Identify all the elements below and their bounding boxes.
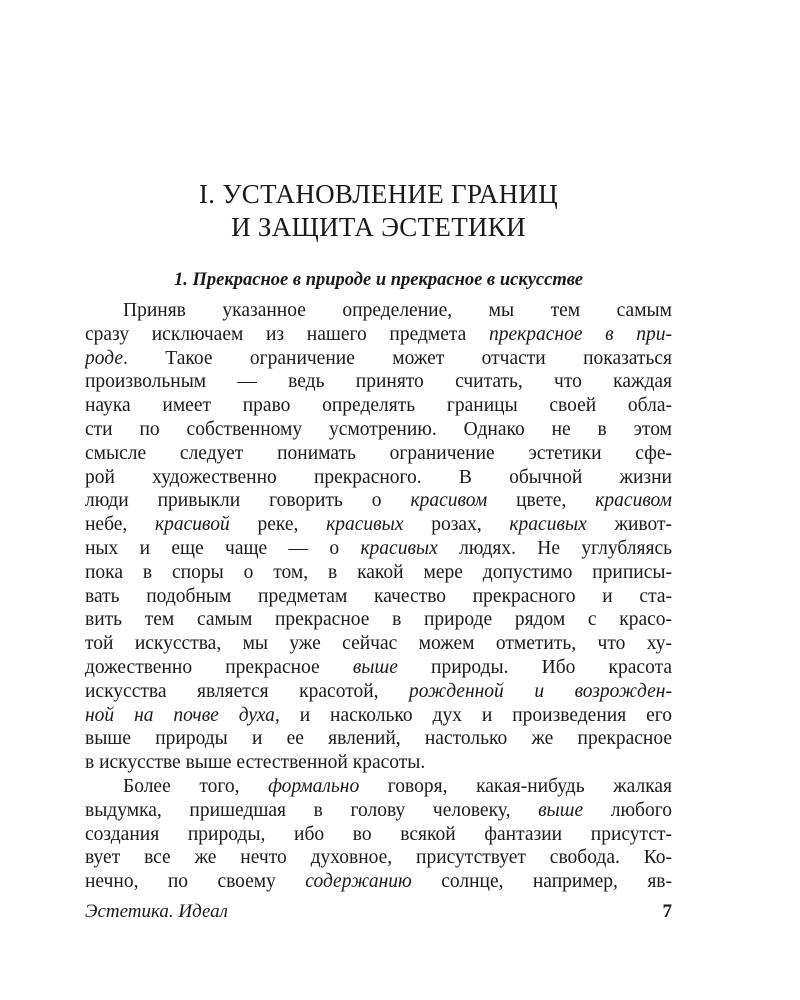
text-segment: произвольным — ведь принято считать, что каждая [85, 371, 672, 393]
text-line [85, 299, 672, 323]
italic-text: красивой [155, 514, 230, 536]
text-line [85, 347, 672, 371]
text-line [85, 632, 672, 656]
italic-text: ной на почве духа, [85, 704, 280, 726]
text-segment: наука имеет право определять границы своей обла- [85, 395, 672, 417]
italic-text: формально [268, 775, 360, 797]
text-segment: живот- [586, 514, 672, 536]
text-segment: розах, [403, 514, 510, 536]
text-segment: людях. Не углубляясь [437, 537, 672, 559]
text-line [85, 870, 672, 894]
text-segment: природы. Ибо красота [397, 656, 672, 678]
text-segment: реке, [229, 514, 327, 536]
text-segment: выдумка, пришедшая в голову человеку, [85, 799, 539, 821]
paragraph [85, 775, 672, 894]
text-line [85, 656, 672, 680]
text-line [85, 775, 672, 799]
paragraph [85, 299, 672, 775]
chapter-title-line-2: И ЗАЩИТА ЭСТЕТИКИ [231, 212, 526, 242]
text-segment: цвете, [487, 490, 596, 512]
text-segment: солнце, например, яв- [411, 871, 672, 893]
text-line [85, 585, 672, 609]
italic-text: выше [352, 656, 398, 678]
text-line [85, 561, 672, 585]
italic-text: прекрасное в при- [488, 323, 672, 345]
text-line [85, 608, 672, 632]
text-line [85, 704, 672, 728]
text-segment: вует все же нечто духовное, присутствует свобода. Ко- [85, 847, 672, 869]
chapter-title-line-1: I. УСТАНОВЛЕНИЕ ГРАНИЦ [198, 179, 559, 209]
text-segment: нечно, по своему [85, 871, 306, 893]
text-line [85, 727, 672, 751]
text-segment: той искусства, мы уже сейчас можем отметить, что ху- [85, 633, 672, 655]
text-segment: создания природы, ибо во всякой фантазии присутст- [85, 823, 672, 845]
text-line [85, 799, 672, 823]
text-segment: люди привыкли говорить о [85, 490, 411, 512]
text-segment: говоря, какая-нибудь жалкая [359, 775, 672, 797]
text-line [85, 537, 672, 561]
text-line [85, 489, 672, 513]
text-segment: любого [583, 799, 672, 821]
italic-text: рожденной и возрожден- [409, 680, 672, 702]
text-line [85, 513, 672, 537]
text-segment: искусства является красотой, [85, 680, 410, 702]
italic-text: выше [538, 799, 584, 821]
text-segment: ных и еще чаще — о [85, 537, 361, 559]
text-segment: . Такое ограничение может отчасти показаться [123, 347, 672, 369]
text-line [85, 370, 672, 394]
text-segment: дожественно прекрасное [85, 656, 353, 678]
text-segment: сти по собственному усмотрению. Однако не в этом [85, 418, 672, 440]
text-line [85, 323, 672, 347]
text-segment: и насколько дух и произведения его [279, 704, 672, 726]
italic-text: красивых [509, 514, 587, 536]
text-line [85, 418, 672, 442]
text-line [85, 680, 672, 704]
text-line [85, 846, 672, 870]
body-text [85, 299, 672, 894]
text-line [85, 751, 672, 775]
text-segment: небе, [85, 514, 156, 536]
text-segment: Приняв указанное определение, мы тем самым [123, 300, 672, 321]
page-footer [85, 899, 672, 925]
text-line [85, 466, 672, 490]
running-footer-title: Эстетика. Идеал [85, 901, 228, 922]
italic-text: красивых [326, 514, 404, 536]
book-page [85, 0, 672, 1000]
text-line [85, 394, 672, 418]
text-segment: Более того, [123, 775, 269, 797]
text-line [85, 442, 672, 466]
text-segment: вать подобным предметам качество прекрасного и ста- [85, 585, 672, 607]
text-segment: пока в споры о том, в какой мере допустимо приписы- [85, 561, 672, 583]
italic-text: роде [85, 347, 124, 369]
italic-text: красивом [410, 490, 488, 512]
text-segment: рой художественно прекрасного. В обычной жизни [85, 466, 672, 488]
text-segment: смысле следует понимать ограничение эстетики сфе- [85, 442, 672, 464]
italic-text: красивом [595, 490, 672, 512]
text-segment: сразу исключаем из нашего предмета [85, 323, 489, 345]
chapter-title [85, 178, 672, 244]
italic-text: содержанию [305, 871, 412, 893]
section-title: 1. Прекрасное в природе и прекрасное в искусстве [174, 270, 583, 290]
text-line [85, 823, 672, 847]
text-segment: в искусстве выше естественной красоты. [85, 752, 426, 774]
page-number: 7 [662, 901, 672, 922]
text-segment: вить тем самым прекрасное в природе рядом с красо- [85, 609, 672, 631]
text-segment: выше природы и ее явлений, настолько же прекрасное [85, 728, 672, 750]
italic-text: красивых [360, 537, 438, 559]
